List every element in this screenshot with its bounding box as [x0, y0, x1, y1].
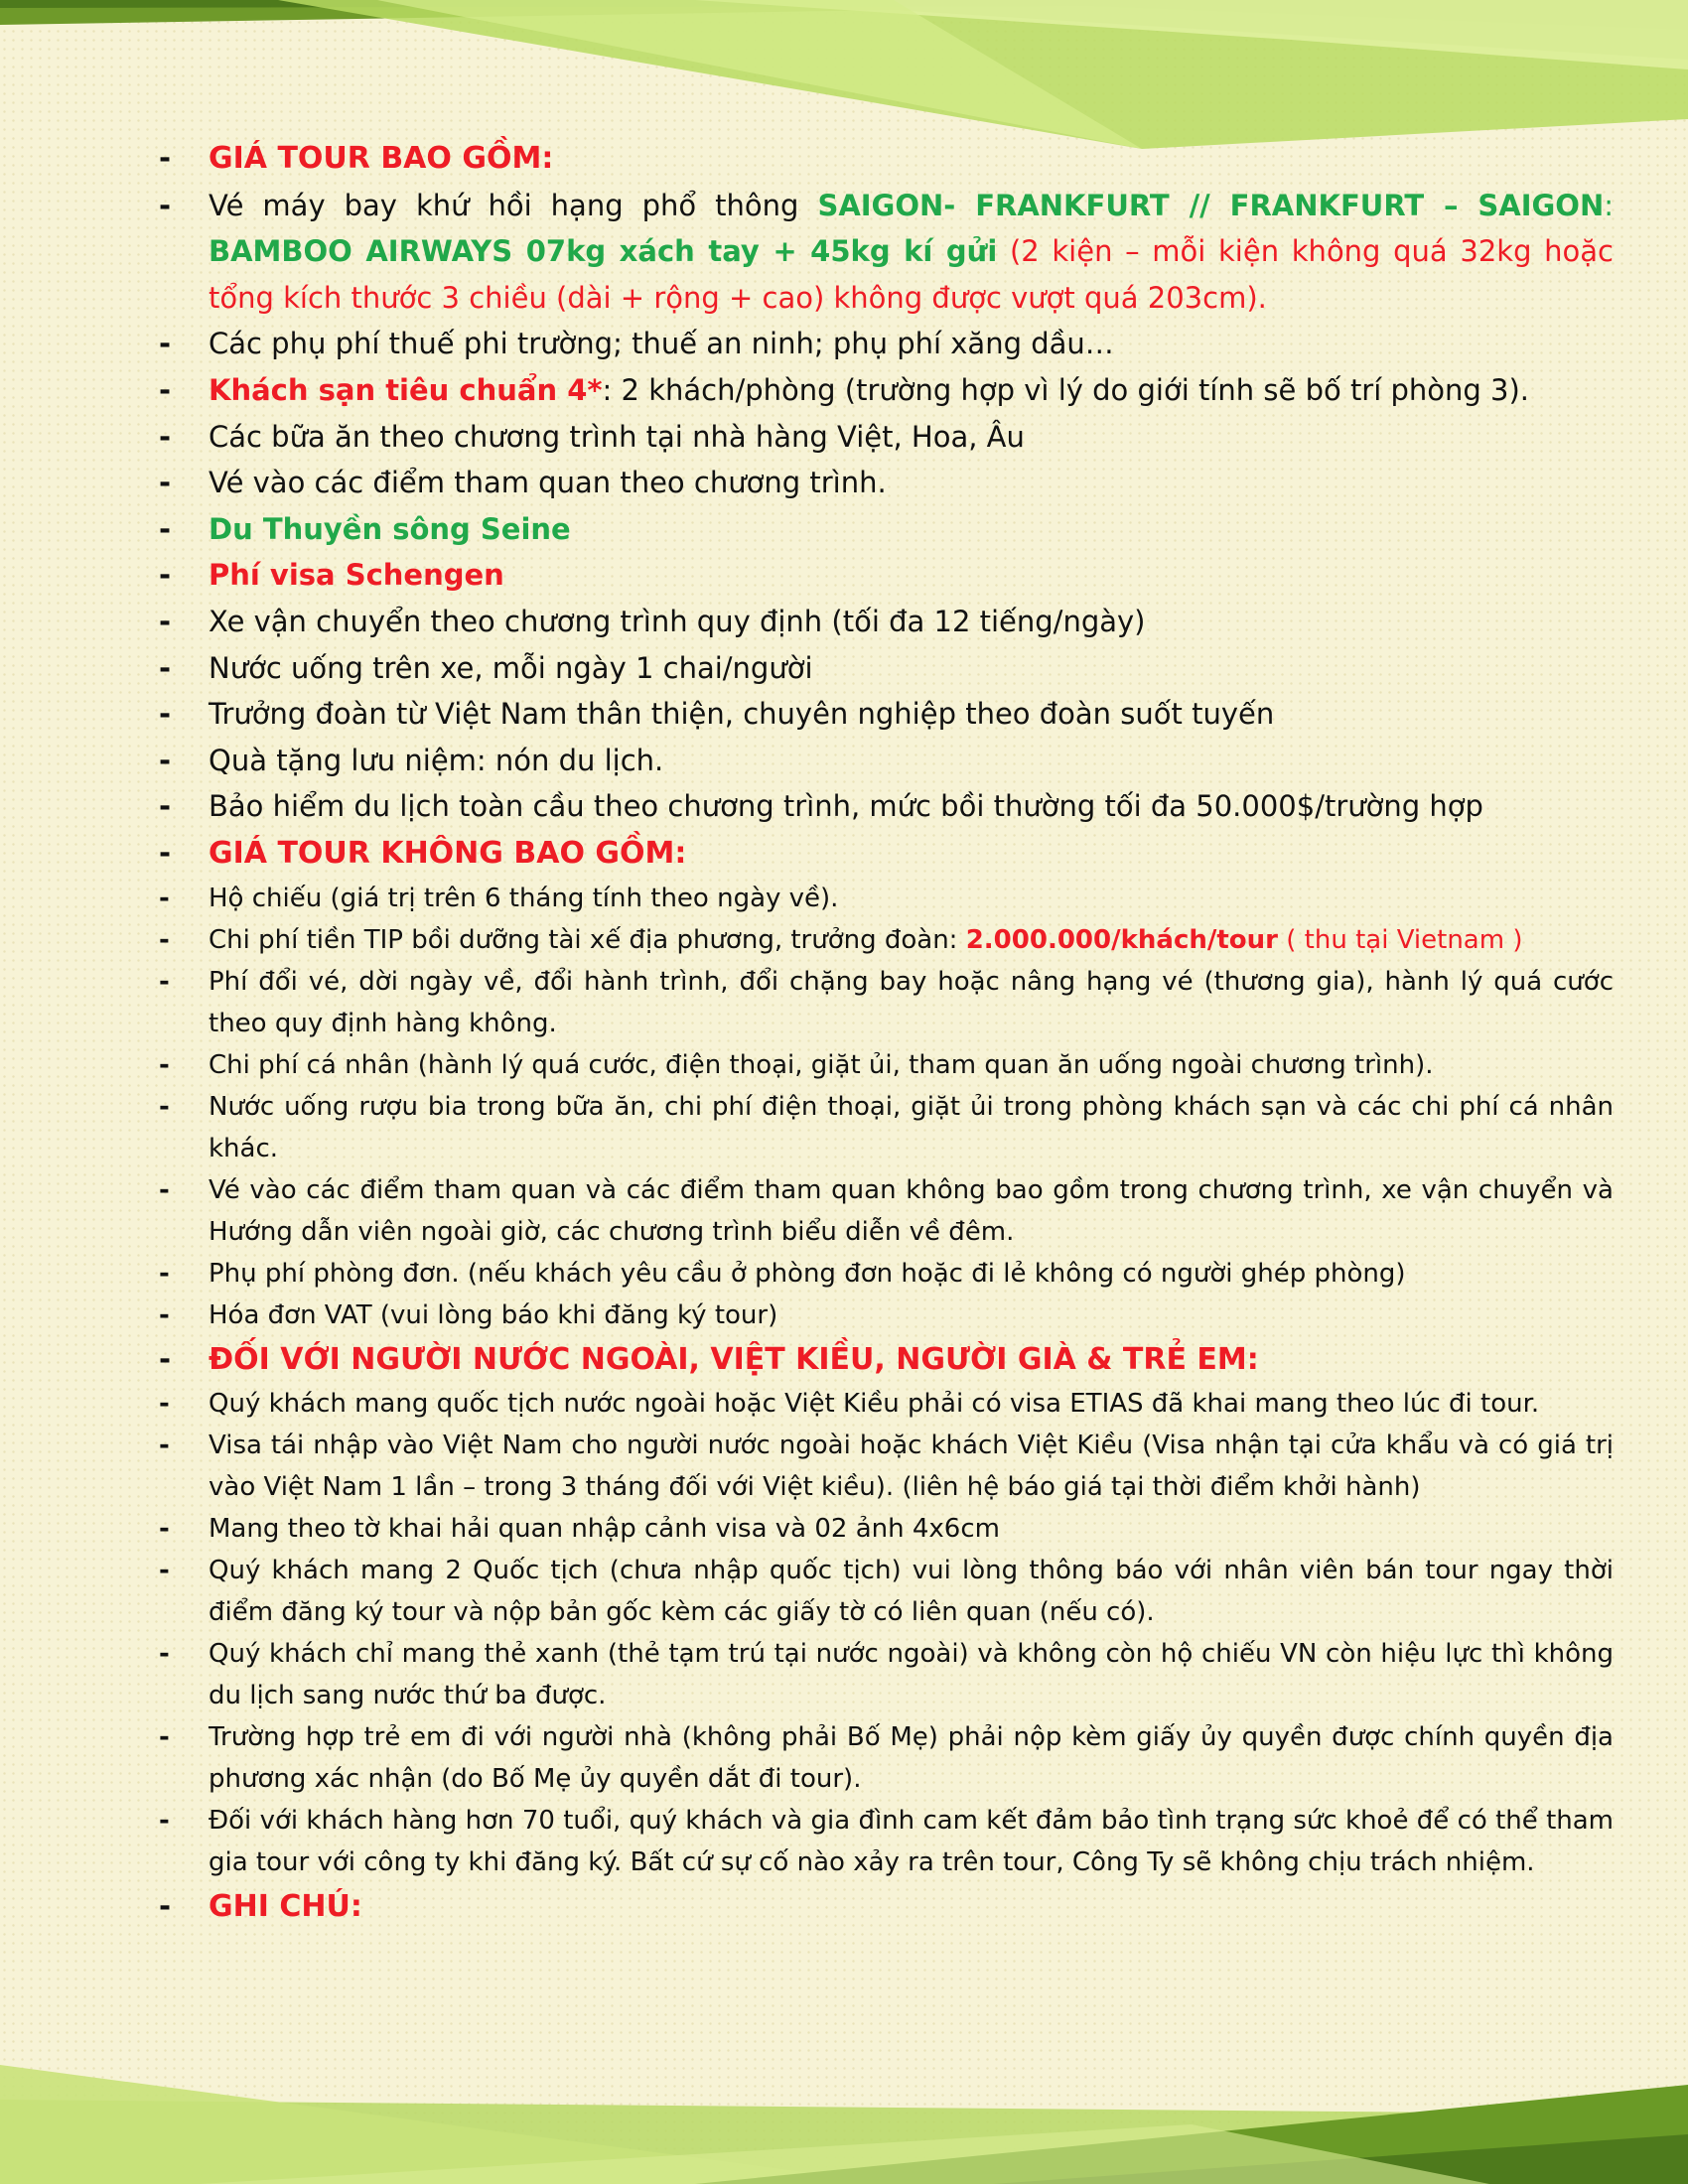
gift-item: - Quà tặng lưu niệm: nón du lịch. [159, 738, 1614, 784]
bullet-dash: - [159, 604, 172, 638]
hotel-text: : 2 khách/phòng (trường hợp vì lý do giới tính sẽ bố trí phòng 3). [602, 372, 1530, 407]
cruise-item: - Du Thuyền sông Seine [159, 506, 1614, 553]
bullet-dash: - [159, 789, 172, 824]
change-fee-item: - Phí đổi vé, dời ngày về, đổi hành trình, đổi chặng bay hoặc nâng hạng vé (thương gia), hành lý quá cước theo quy định hàng không. [159, 961, 1614, 1044]
bullet-dash: - [159, 1389, 170, 1420]
tip-text: Chi phí tiền TIP bồi dưỡng tài xế địa phương, trưởng đoàn: [209, 924, 966, 955]
flight-route: SAIGON- FRANKFURT // FRANKFURT – SAIGON [817, 188, 1605, 222]
bullet-dash: - [159, 327, 172, 361]
included-heading: - GIÁ TOUR BAO GỒM: [159, 135, 1614, 183]
bullet-dash: - [159, 1091, 170, 1122]
bullet-dash: - [159, 466, 172, 500]
tip-item [159, 919, 1614, 961]
foreigner-item: - Quý khách mang 2 Quốc tịch (chưa nhập quốc tịch) vui lòng thông báo với nhân viên bán tour ngay thời điểm đăng ký tour và nộp bản gốc kèm các giấy tờ có liên quan (nếu có). [159, 1550, 1614, 1633]
bullet-dash: - [159, 1341, 172, 1376]
foreigner-item: - Visa tái nhập vào Việt Nam cho người nước ngoài hoặc khách Việt Kiều (Visa nhận tại cửa khẩu và có giá trị vào Việt Nam 1 lần – trong 3 tháng đối với Việt kiều). (liên hệ báo giá tại thời điểm khởi hành) [159, 1425, 1614, 1508]
bottom-decoration [0, 2045, 1688, 2184]
bullet-dash: - [159, 1258, 170, 1289]
flight-item [159, 183, 1614, 322]
transport-item: - Xe vận chuyển theo chương trình quy định (tối đa 12 tiếng/ngày) [159, 599, 1614, 645]
notes-heading: - GHI CHÚ: [159, 1883, 1614, 1931]
bullet-dash: - [159, 1639, 170, 1670]
bullet-dash: - [159, 966, 170, 997]
bullet-dash: - [159, 558, 172, 593]
bullet-dash: - [159, 650, 172, 685]
fees-item: - Các phụ phí thuế phi trường; thuế an ninh; phụ phí xăng dầu… [159, 321, 1614, 367]
bullet-dash: - [159, 1299, 170, 1330]
bullet-dash: - [159, 697, 172, 732]
baggage-note: (2 kiện – mỗi kiện không quá 32kg hoặc tổng kích thước 3 chiều (dài + rộng + cao) không được vượt quá 203cm). [209, 234, 1614, 315]
hotel-item [159, 367, 1614, 414]
foreigner-item: - Quý khách mang quốc tịch nước ngoài hoặc Việt Kiều phải có visa ETIAS đã khai mang theo lúc đi tour. [159, 1383, 1614, 1425]
bullet-dash: - [159, 1806, 170, 1837]
bullet-dash: - [159, 188, 172, 222]
foreigner-item: - Mang theo tờ khai hải quan nhập cảnh visa và 02 ảnh 4x6cm [159, 1508, 1614, 1550]
passport-item: - Hộ chiếu (giá trị trên 6 tháng tính theo ngày về). [159, 878, 1614, 919]
flight-colon: : [1604, 188, 1615, 222]
flight-text: Vé máy bay khứ hồi hạng phổ thông [209, 188, 818, 222]
bullet-dash: - [159, 141, 172, 175]
bullet-dash: - [159, 1722, 170, 1753]
water-item: - Nước uống trên xe, mỗi ngày 1 chai/người [159, 645, 1614, 692]
drinks-item: - Nước uống rượu bia trong bữa ăn, chi phí điện thoại, giặt ủi trong phòng khách sạn và các chi phí cá nhân khác. [159, 1086, 1614, 1169]
bullet-dash: - [159, 1174, 170, 1205]
tip-note: ( thu tại Vietnam ) [1278, 924, 1523, 955]
personal-item: - Chi phí cá nhân (hành lý quá cước, điện thoại, giặt ủi, tham quan ăn uống ngoài chương trình). [159, 1044, 1614, 1086]
tour-conditions [159, 135, 1614, 1931]
bullet-dash: - [159, 1049, 170, 1080]
bullet-dash: - [159, 511, 172, 546]
bullet-dash: - [159, 883, 170, 913]
insurance-item: - Bảo hiểm du lịch toàn cầu theo chương trình, mức bồi thường tối đa 50.000$/trường hợp [159, 783, 1614, 830]
bullet-dash: - [159, 924, 170, 955]
bullet-dash: - [159, 372, 172, 407]
bullet-dash: - [159, 419, 172, 454]
bullet-dash: - [159, 835, 172, 870]
bullet-dash: - [159, 1514, 170, 1545]
vat-item: - Hóa đơn VAT (vui lòng báo khi đăng ký tour) [159, 1295, 1614, 1336]
extra-item: - Vé vào các điểm tham quan và các điểm tham quan không bao gồm trong chương trình, xe vận chuyển và Hướng dẫn viên ngoài giờ, các chương trình biểu diễn về đêm. [159, 1169, 1614, 1253]
tickets-item: - Vé vào các điểm tham quan theo chương trình. [159, 460, 1614, 506]
foreigner-item: - Trường hợp trẻ em đi với người nhà (không phải Bố Mẹ) phải nộp kèm giấy ủy quyền được chính quyền địa phương xác nhận (do Bố Mẹ ủy quyền dắt đi tour). [159, 1716, 1614, 1800]
bullet-dash: - [159, 1431, 170, 1461]
airline-baggage: BAMBOO AIRWAYS 07kg xách tay + 45kg kí gửi [209, 234, 998, 269]
foreigner-item: - Đối với khách hàng hơn 70 tuổi, quý khách và gia đình cam kết đảm bảo tình trạng sức khoẻ để có thể tham gia tour với công ty khi đăng ký. Bất cứ sự cố nào xảy ra trên tour, Công Ty sẽ không chịu trách nhiệm. [159, 1800, 1614, 1883]
bullet-dash: - [159, 1556, 170, 1586]
bullet-dash: - [159, 1889, 172, 1924]
visa-fee-item: - Phí visa Schengen [159, 552, 1614, 599]
excluded-heading: - GIÁ TOUR KHÔNG BAO GỒM: [159, 830, 1614, 878]
hotel-label: Khách sạn tiêu chuẩn 4* [209, 372, 603, 407]
tip-amount: 2.000.000/khách/tour [965, 924, 1278, 955]
single-room-item: - Phụ phí phòng đơn. (nếu khách yêu cầu ở phòng đơn hoặc đi lẻ không có người ghép phòng) [159, 1253, 1614, 1295]
foreigners-heading: - ĐỐI VỚI NGƯỜI NƯỚC NGOÀI, VIỆT KIỀU, NGƯỜI GIÀ & TRẺ EM: [159, 1336, 1614, 1384]
leader-item: - Trưởng đoàn từ Việt Nam thân thiện, chuyên nghiệp theo đoàn suốt tuyến [159, 691, 1614, 738]
meals-item: - Các bữa ăn theo chương trình tại nhà hàng Việt, Hoa, Âu [159, 414, 1614, 461]
foreigner-item: - Quý khách chỉ mang thẻ xanh (thẻ tạm trú tại nước ngoài) và không còn hộ chiếu VN còn hiệu lực thì không du lịch sang nước thứ ba được. [159, 1633, 1614, 1716]
bullet-dash: - [159, 743, 172, 777]
